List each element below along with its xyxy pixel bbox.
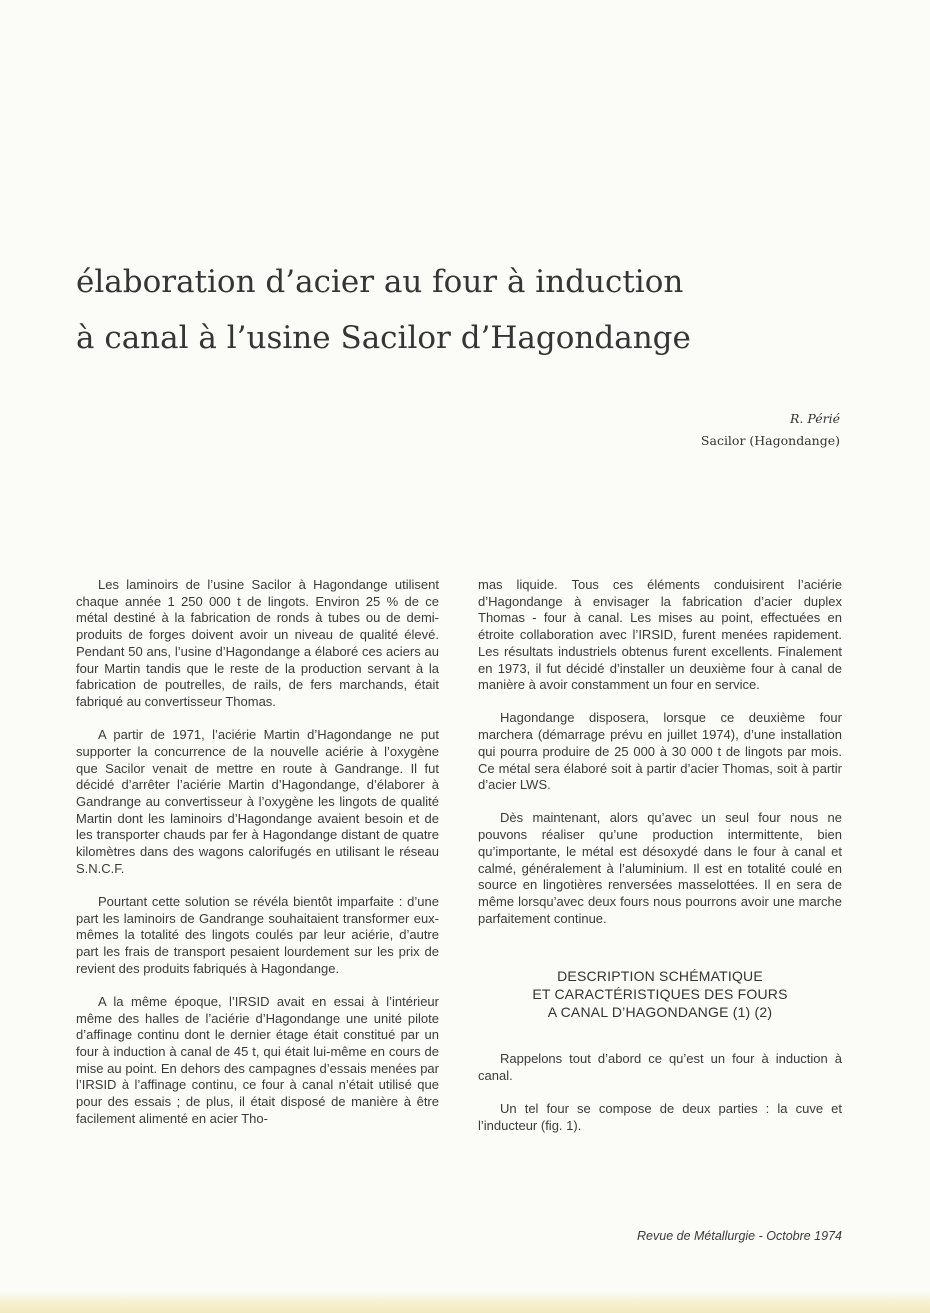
paragraph: Hagondange disposera, lorsque ce deuxième four marchera (démarrage prévu en juillet 1974), d’une installation qui pourra produire de 25 000 à 30 000 t de lingots par mois. Ce métal sera élaboré soit à partir d’acier Thomas, soit à partir d’acier LWS. xyxy=(478,710,842,793)
right-column xyxy=(478,577,842,1151)
left-column xyxy=(76,577,439,1144)
section-heading xyxy=(478,967,842,1021)
paragraph-continued: mas liquide. Tous ces éléments conduisirent l’aciérie d’Hagondange à envisager la fabrication d’acier duplex Thomas - four à canal. Les mises au point, effectuées en étroite collaboration avec l’IRSID, furent menées rapidement. Les résultats industriels obtenus furent excellents. Finalement en 1973, il fut décidé d’installer un deuxième four à canal de manière à avoir constamment un four en service. xyxy=(478,577,842,693)
paragraph: Dès maintenant, alors qu’avec un seul four nous ne pouvons réaliser qu’une production intermittente, bien qu’importante, le métal est désoxydé dans le four à canal et calmé, généralement à l’aluminium. Il est en totalité coulé en source en lingotières renversées masselottées. Il en sera de même lorsqu’avec deux fours nous pourrons avoir une marche parfaitement continue. xyxy=(478,810,842,926)
section-heading-line-2: ET CARACTÉRISTIQUES DES FOURS xyxy=(532,986,788,1003)
page-edge-tint xyxy=(0,1291,930,1313)
paragraph: Rappelons tout d’abord ce qu’est un four à induction à canal. xyxy=(478,1051,842,1084)
paragraph: Les laminoirs de l’usine Sacilor à Hagondange utilisent chaque année 1 250 000 t de lingots. Environ 25 % de ce métal destiné à la fabrication de ronds à tubes ou de demi-produits de forges doivent avoir un niveau de qualité élevé. Pendant 50 ans, l’usine d’Hagondange a élaboré ces aciers au four Martin tandis que le reste de la production servant à la fabrication de poutrelles, de rails, de fers marchands, était fabriqué au convertisseur Thomas. xyxy=(76,577,439,709)
section-heading-line-3: A CANAL D’HAGONDANGE (1) (2) xyxy=(547,1004,773,1021)
author-name: R. Périé xyxy=(790,411,840,426)
author-block xyxy=(701,408,840,452)
author-affiliation: Sacilor (Hagondange) xyxy=(700,433,840,448)
section-heading-line-1: DESCRIPTION SCHÉMATIQUE xyxy=(557,968,763,985)
paragraph: A la même époque, l’IRSID avait en essai à l’intérieur même des halles de l’aciérie d’Hagondange une unité pilote d’affinage continu dont le dernier étage était constitué par un four à induction à canal de 45 t, qui était lui-même en cours de mise au point. En dehors des campagnes d’essais menées par l’IRSID à l’affinage continu, ce four à canal n’était utilisé que pour des essais ; de plus, il était disposé de manière à être facilement alimenté en acier Tho- xyxy=(76,993,439,1126)
paragraph: A partir de 1971, l’aciérie Martin d’Hagondange ne put supporter la concurrence de la nouvelle aciérie à l’oxygène que Sacilor venait de mettre en route à Gandrange. Il fut décidé d’arrêter l’aciérie Martin d’Hagondange, d’élaborer à Gandrange au convertisseur à l’oxygène les lingots de qualité Martin dont les laminoirs d’Hagondange avaient besoin et de les transporter chauds par fer à Hagondange distant de quatre kilomètres dans des wagons calorifugés en utilisant le réseau S.N.C.F. xyxy=(76,727,439,876)
paragraph: Un tel four se compose de deux parties : la cuve et l’inducteur (fig. 1). xyxy=(478,1101,842,1133)
article-title xyxy=(76,254,796,366)
journal-footer: Revue de Métallurgie - Octobre 1974 xyxy=(637,1229,842,1243)
title-line-1: élaboration d’acier au four à induction xyxy=(76,264,684,300)
paragraph: Pourtant cette solution se révéla bientôt imparfaite : d’une part les laminoirs de Gandrange souhaitaient transformer eux-mêmes la totalité des lingots coulés par leur aciérie, d’autre part les frais de transport pesaient lourdement sur les prix de revient des produits fabriqués à Hagondange. xyxy=(76,893,439,976)
title-line-2: à canal à l’usine Sacilor d’Hagondange xyxy=(76,320,691,356)
